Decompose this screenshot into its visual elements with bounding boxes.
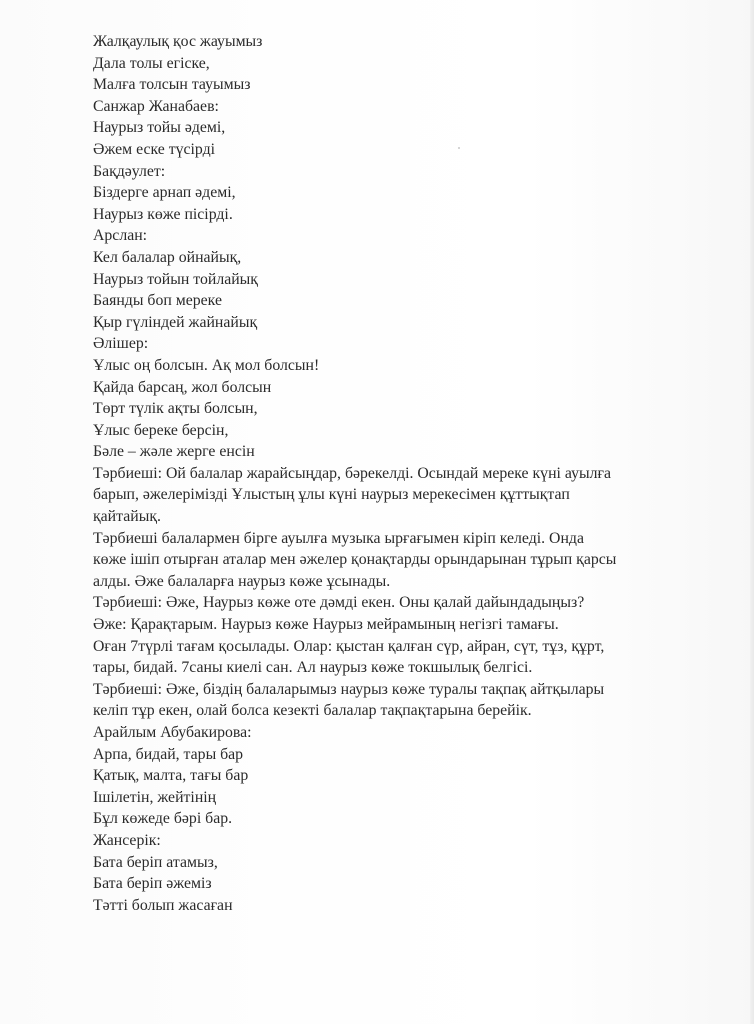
text-line: келіп тұр екен, олай болса кезекті балалар тақпақтарына берейік. — [93, 702, 532, 720]
text-line: Ұлыс оң болсын. Ақ мол болсын! — [93, 356, 320, 374]
text-line: барып, әжелерімізді Ұлыстың ұлы күні наурыз мерекесімен құттықтап — [93, 486, 570, 504]
text-line: көже ішіп отырған аталар мен әжелер қонақтарды орындарынан тұрып қарсы — [93, 551, 617, 569]
speaker-name: Санжар Жанабаев: — [93, 97, 219, 115]
text-line: Жалқаулық қос жауымыз — [93, 33, 263, 50]
document-text — [93, 31, 653, 916]
text-line: Баянды боп мереке — [93, 292, 222, 310]
text-line: Бата беріп атамыз, — [93, 853, 218, 871]
text-line: Арпа, бидай, тары бар — [93, 745, 244, 763]
text-line: Әже: Қарақтарым. Наурыз көже Наурыз мейрамының негізгі тамағы. — [93, 616, 559, 634]
text-line: Ішілетін, жейтінің — [93, 788, 217, 806]
text-line: Тәрбиеші балалармен бірге ауылға музыка ырғағымен кіріп келеді. Онда — [93, 529, 584, 547]
text-line: Ұлыс береке берсін, — [93, 421, 229, 439]
text-line: Бата беріп әжеміз — [93, 875, 212, 893]
speaker-name: Жансерік: — [93, 831, 161, 849]
text-line: Әжем еске түсірді — [93, 140, 216, 158]
text-line: Төрт түлік ақты болсын, — [93, 400, 258, 418]
text-line: Дала толы егіске, — [93, 54, 210, 72]
text-line: Бәле – жәле жерге енсін — [93, 443, 255, 461]
text-line: Қайда барсаң, жол болсын — [93, 378, 272, 396]
text-line: Біздерге арнап әдемі, — [93, 184, 236, 202]
text-line: Наурыз көже пісірді. — [93, 205, 233, 223]
text-line: Тәтті болып жасаған — [93, 896, 233, 914]
text-line: Тәрбиеші: Әже, біздің балаларымыз наурыз көже туралы тақпақ айтқылары — [93, 680, 605, 698]
speaker-name: Әлішер: — [93, 335, 149, 353]
text-line: алды. Әже балаларға наурыз көже ұсынады. — [93, 572, 391, 590]
page-edge-shadow — [750, 0, 754, 1024]
speaker-name: Арслан: — [93, 227, 148, 245]
text-line: Оған 7түрлі тағам қосылады. Олар: қыстан қалған сүр, айран, сүт, тұз, құрт, — [93, 637, 605, 655]
text-line: Қыр гүліндей жайнайық — [93, 313, 258, 331]
speaker-name: Арайлым Абубакирова: — [93, 724, 252, 741]
text-line: Наурыз тойын тойлайық — [93, 270, 258, 288]
text-line: Малға толсын тауымыз — [93, 76, 251, 94]
text-line: Қатық, малта, тағы бар — [93, 767, 249, 785]
text-line: қайтайық. — [93, 508, 161, 526]
text-line: тары, бидай. 7саны киелі сан. Ал наурыз көже токшылық белгісі. — [93, 659, 533, 677]
text-line: Тәрбиеші: Әже, Наурыз көже оте дәмді екен. Оны қалай дайындадыңыз? — [93, 594, 585, 612]
text-line: Бұл көжеде бәрі бар. — [93, 810, 233, 828]
text-line: Тәрбиеші: Ой балалар жарайсыңдар, бәрекелді. Осындай мереке күні ауылға — [93, 464, 611, 482]
text-line: Кел балалар ойнайық, — [93, 248, 242, 266]
speaker-name: Бақдәулет: — [93, 162, 166, 180]
text-line: Наурыз тойы әдемі, — [93, 119, 226, 137]
